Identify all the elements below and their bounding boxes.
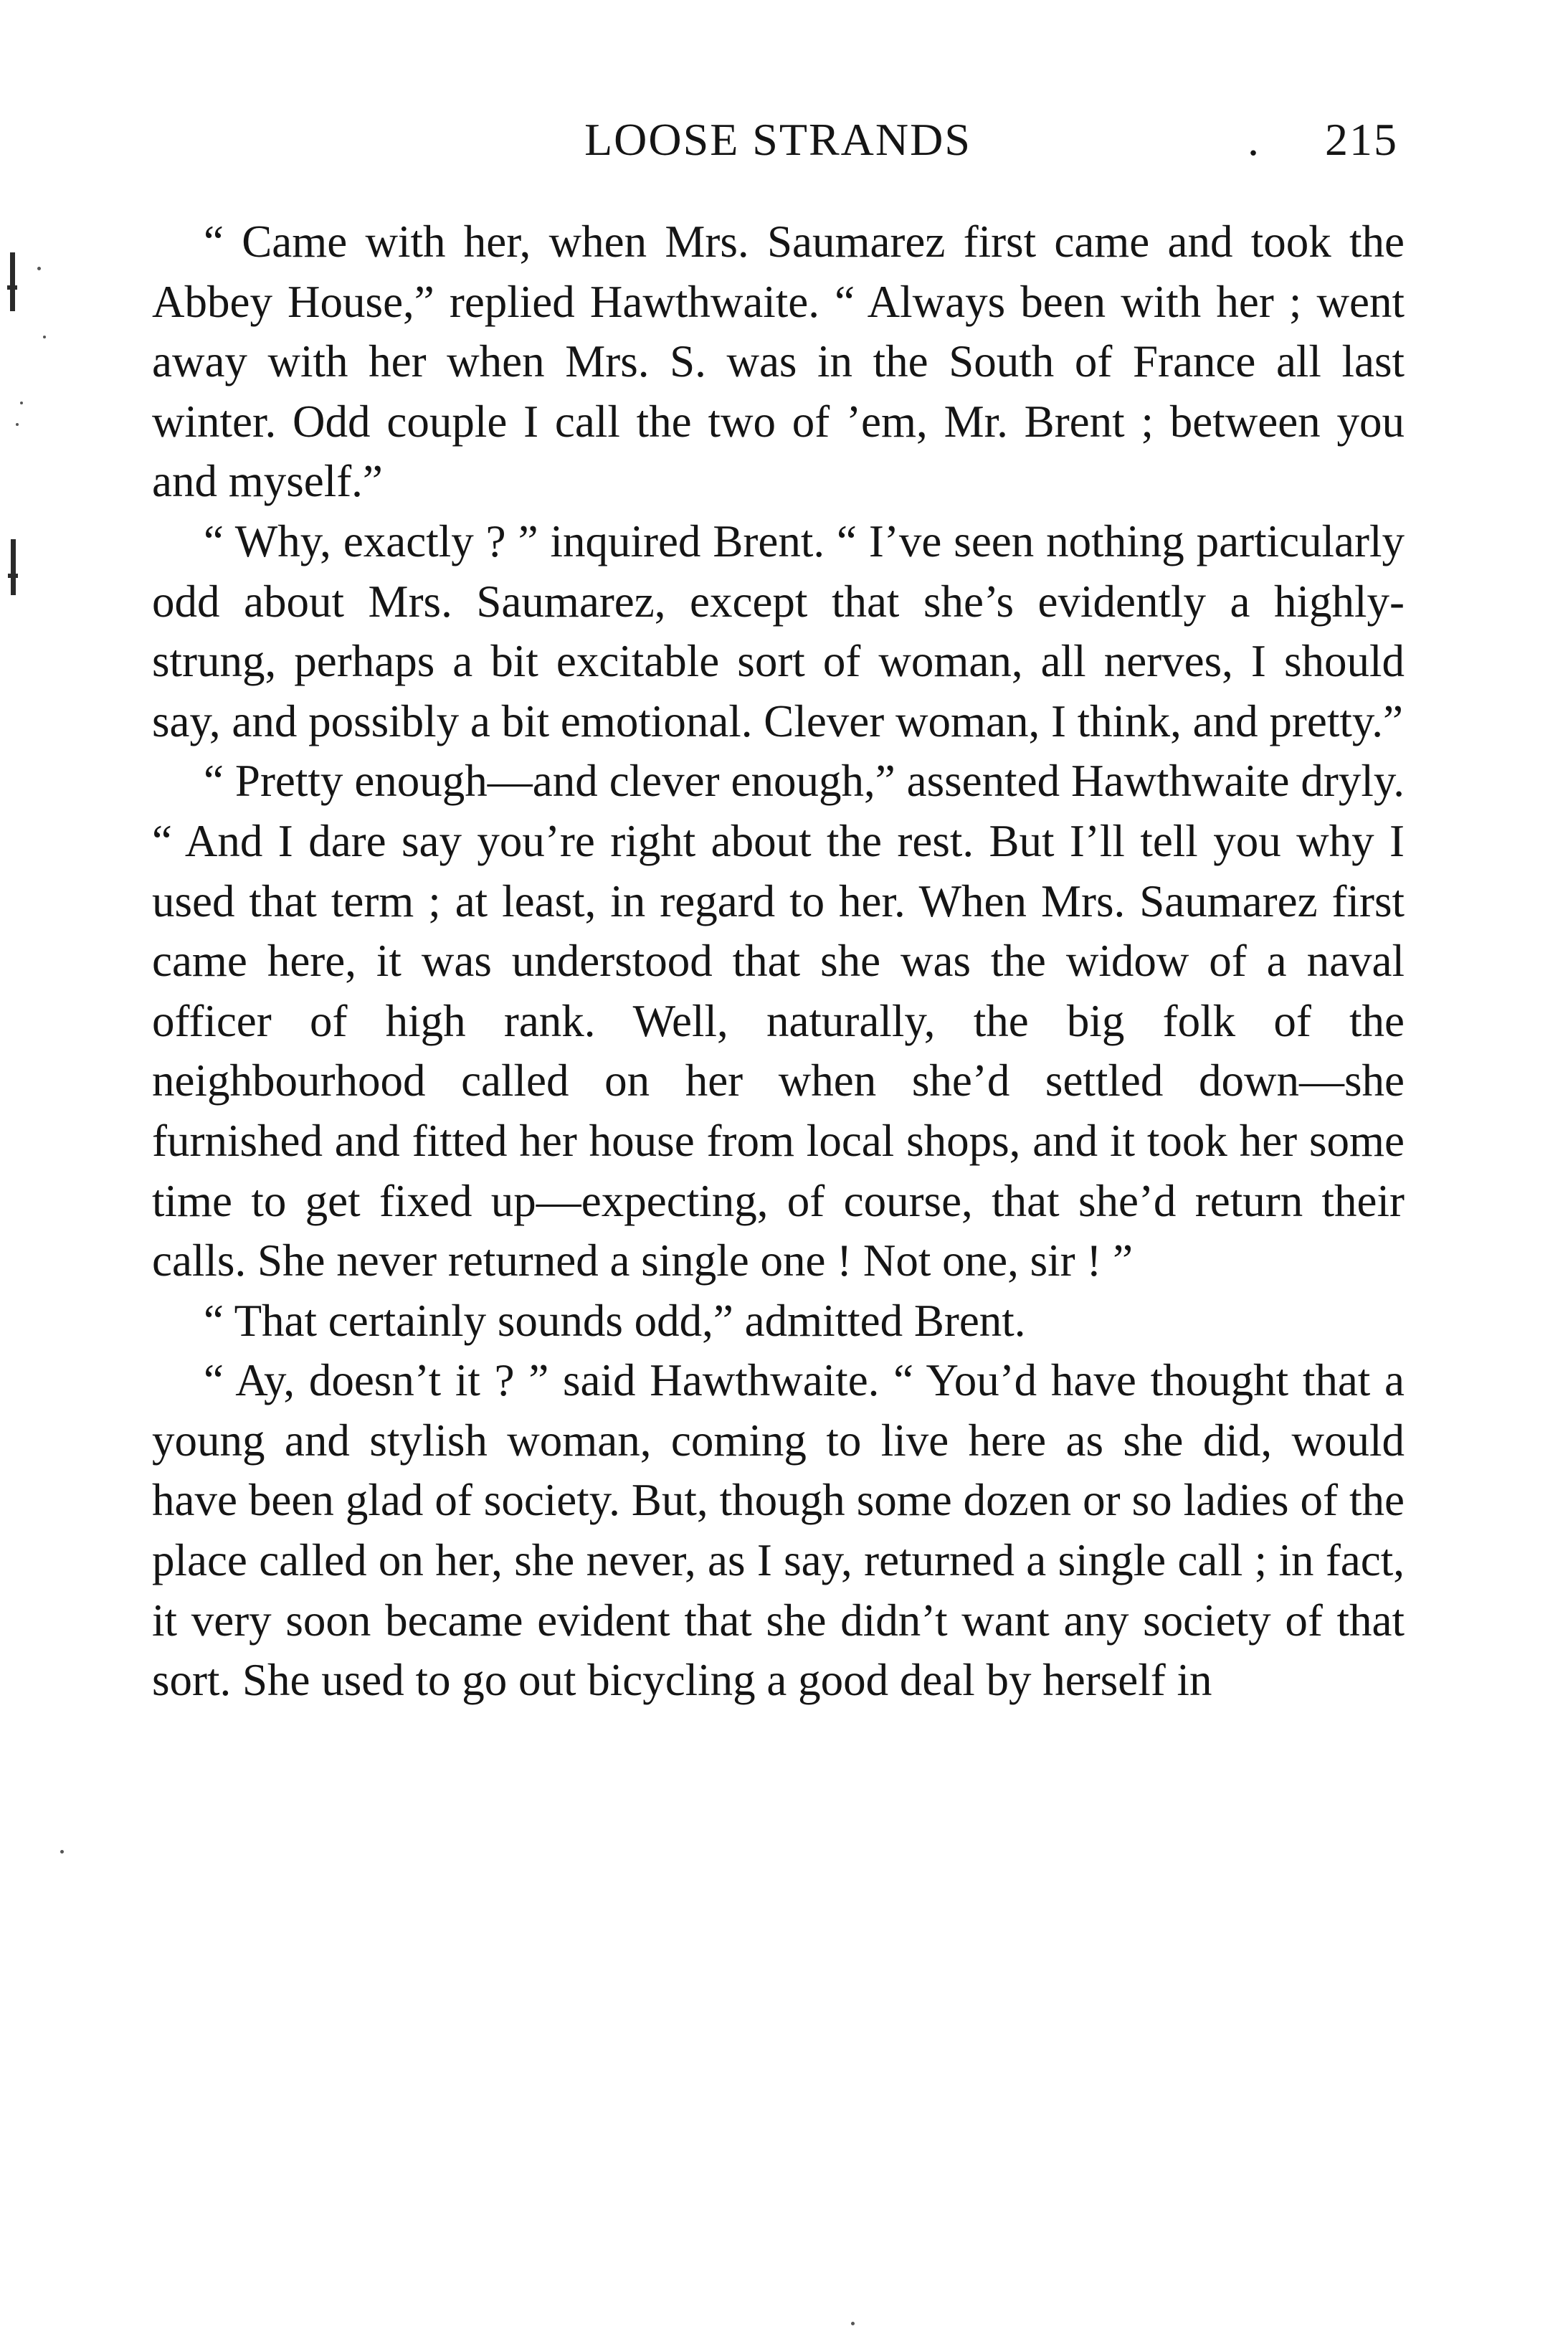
running-title: LOOSE STRANDS [584, 114, 971, 165]
page-header [151, 108, 1405, 172]
scan-speck [20, 402, 23, 404]
page-number: 215 [1325, 114, 1398, 165]
scan-speck [851, 2322, 855, 2325]
body-text [152, 212, 1405, 1711]
margin-scan-mark [8, 574, 18, 578]
scan-speck [16, 423, 19, 426]
paragraph: “ Ay, doesn’t it ? ” said Hawthwaite. “ You’d have thought that a young and stylish woman, coming to live here as she did, would have been glad of society. But, though some dozen or so ladies of the place called on her, she never, as I say, returned a single call ; in fact, it very soon became evident that she didn’t want any society of that sort. She used to go out bicycling a good deal by herself in [152, 1355, 1405, 1706]
paragraph: “ Pretty enough—and clever enough,” assented Hawthwaite dryly. “ And I dare say you’re right about the rest. But I’ll tell you why I used that term ; at least, in regard to her. When Mrs. Saumarez first came here, it was understood that she was the widow of a naval officer of high rank. Well, naturally, the big folk of the neighbourhood called on her when she’d settled down—she furnished and fitted her house from local shops, and it took her some time to get fixed up—expecting, of course, that she’d return their calls. She never returned a single one ! Not one, sir ! ” [152, 756, 1405, 1286]
header-dot: . [1248, 114, 1259, 165]
margin-scan-mark [10, 252, 15, 311]
margin-scan-mark [7, 285, 17, 290]
paragraph: “ Why, exactly ? ” inquired Brent. “ I’ve seen nothing particularly odd about Mrs. Saumarez, except that she’s evidently a highly-strung, perhaps a bit excitable sort of woman, all nerves, I should say, and possibly a bit emotional. Clever woman, I think, and pretty.” [152, 516, 1405, 746]
paragraph: “ Came with her, when Mrs. Saumarez first came and took the Abbey House,” replied Hawthwaite. “ Always been with her ; went away with her when Mrs. S. was in the South of France all last winter. Odd couple I call the two of ’em, Mr. Brent ; between you and myself.” [152, 217, 1405, 507]
scan-speck [60, 1850, 64, 1854]
paragraph: “ That certainly sounds odd,” admitted Brent. [204, 1295, 1026, 1346]
scan-speck [43, 336, 46, 338]
scan-speck [37, 267, 41, 270]
margin-scan-mark [11, 539, 16, 595]
